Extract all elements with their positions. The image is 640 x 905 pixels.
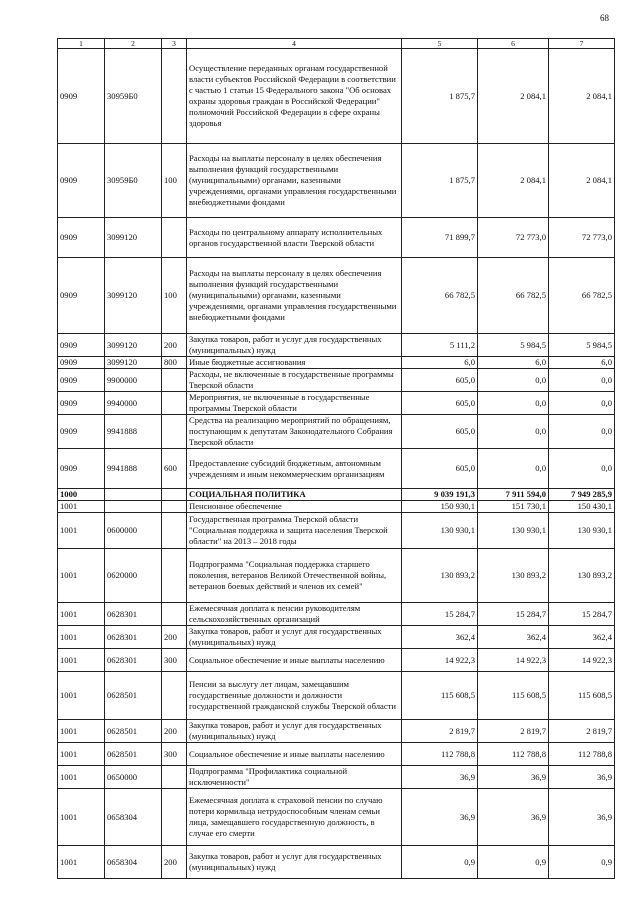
amount-year-3-cell: 0,0 xyxy=(549,415,615,449)
table-row xyxy=(58,334,615,357)
amount-year-1-cell: 1 875,7 xyxy=(402,49,478,144)
expense-type-cell xyxy=(162,369,187,392)
item-name-cell: Закупка товаров, работ и услуг для государственных (муниципальных) нужд xyxy=(187,720,402,743)
code-cell: 0600000 xyxy=(105,513,162,549)
amount-year-1-cell: 2 819,7 xyxy=(402,720,478,743)
item-name-cell: Подпрограмма "Профилактика социальной исключенности" xyxy=(187,766,402,789)
section-cell: 0909 xyxy=(58,415,105,449)
section-cell: 0909 xyxy=(58,258,105,334)
table-row xyxy=(58,369,615,392)
table-row xyxy=(58,357,615,369)
code-cell: 30959Б0 xyxy=(105,49,162,144)
amount-year-3-cell: 5 984,5 xyxy=(549,334,615,357)
amount-year-3-cell: 362,4 xyxy=(549,626,615,649)
item-name-cell: Закупка товаров, работ и услуг для государственных (муниципальных) нужд xyxy=(187,626,402,649)
amount-year-2-cell: 130 893,2 xyxy=(478,549,549,603)
section-cell: 1001 xyxy=(58,789,105,846)
amount-year-1-cell: 15 284,7 xyxy=(402,603,478,626)
table-row xyxy=(58,603,615,626)
amount-year-3-cell: 112 788,8 xyxy=(549,743,615,766)
code-cell: 0620000 xyxy=(105,549,162,603)
column-header: 3 xyxy=(162,39,187,49)
expense-type-cell xyxy=(162,49,187,144)
column-header: 1 xyxy=(58,39,105,49)
amount-year-2-cell: 362,4 xyxy=(478,626,549,649)
expense-type-cell xyxy=(162,603,187,626)
item-name-cell: Иные бюджетные ассигнования xyxy=(187,357,402,369)
code-cell: 0628301 xyxy=(105,649,162,672)
code-cell: 3099120 xyxy=(105,334,162,357)
section-cell: 1001 xyxy=(58,603,105,626)
amount-year-2-cell: 6,0 xyxy=(478,357,549,369)
code-cell: 0628301 xyxy=(105,626,162,649)
item-name-cell: Предоставление субсидий бюджетным, автономным учреждениям и иным некоммерческим организациям xyxy=(187,449,402,489)
code-cell xyxy=(105,501,162,513)
amount-year-1-cell: 6,0 xyxy=(402,357,478,369)
column-header: 7 xyxy=(549,39,615,49)
table-row xyxy=(58,392,615,415)
amount-year-3-cell: 2 084,1 xyxy=(549,144,615,218)
section-cell: 1001 xyxy=(58,513,105,549)
expense-type-cell xyxy=(162,415,187,449)
amount-year-1-cell: 130 930,1 xyxy=(402,513,478,549)
amount-year-2-cell: 112 788,8 xyxy=(478,743,549,766)
amount-year-2-cell: 72 773,0 xyxy=(478,218,549,258)
table-row xyxy=(58,258,615,334)
amount-year-1-cell: 605,0 xyxy=(402,449,478,489)
table-row xyxy=(58,720,615,743)
expense-type-cell: 300 xyxy=(162,743,187,766)
table-row xyxy=(58,743,615,766)
expense-type-cell xyxy=(162,501,187,513)
table-row xyxy=(58,549,615,603)
amount-year-3-cell: 0,0 xyxy=(549,392,615,415)
amount-year-2-cell: 0,0 xyxy=(478,392,549,415)
amount-year-1-cell: 605,0 xyxy=(402,392,478,415)
table-row xyxy=(58,449,615,489)
code-cell: 9940000 xyxy=(105,392,162,415)
amount-year-2-cell: 14 922,3 xyxy=(478,649,549,672)
code-cell: 0658304 xyxy=(105,789,162,846)
table-row xyxy=(58,846,615,879)
budget-table xyxy=(57,38,615,879)
code-cell: 0628501 xyxy=(105,672,162,720)
table-row xyxy=(58,415,615,449)
amount-year-1-cell: 0,9 xyxy=(402,846,478,879)
expense-type-cell xyxy=(162,672,187,720)
section-cell: 0909 xyxy=(58,144,105,218)
section-cell: 1001 xyxy=(58,672,105,720)
expense-type-cell xyxy=(162,789,187,846)
column-header: 5 xyxy=(402,39,478,49)
page-number: 68 xyxy=(600,13,609,23)
header-row xyxy=(58,39,615,49)
amount-year-3-cell: 0,0 xyxy=(549,449,615,489)
amount-year-3-cell: 0,0 xyxy=(549,369,615,392)
item-name-cell: Расходы по центральному аппарату исполнительных органов государственной власти Тверской области xyxy=(187,218,402,258)
item-name-cell: Ежемесячная доплата к пенсии руководителям сельскохозяйственных организаций xyxy=(187,603,402,626)
section-cell: 1001 xyxy=(58,501,105,513)
item-name-cell: Мероприятия, не включенные в государственные программы Тверской области xyxy=(187,392,402,415)
expense-type-cell: 300 xyxy=(162,649,187,672)
expense-type-cell xyxy=(162,549,187,603)
code-cell: 0628501 xyxy=(105,720,162,743)
expense-type-cell xyxy=(162,766,187,789)
expense-type-cell xyxy=(162,489,187,501)
item-name-cell: СОЦИАЛЬНАЯ ПОЛИТИКА xyxy=(187,489,402,501)
section-cell: 1001 xyxy=(58,649,105,672)
amount-year-2-cell: 151 730,1 xyxy=(478,501,549,513)
amount-year-3-cell: 2 819,7 xyxy=(549,720,615,743)
amount-year-3-cell: 14 922,3 xyxy=(549,649,615,672)
item-name-cell: Социальное обеспечение и иные выплаты населению xyxy=(187,743,402,766)
table-row xyxy=(58,489,615,501)
amount-year-3-cell: 72 773,0 xyxy=(549,218,615,258)
amount-year-2-cell: 15 284,7 xyxy=(478,603,549,626)
amount-year-1-cell: 66 782,5 xyxy=(402,258,478,334)
item-name-cell: Подпрограмма "Социальная поддержка старшего поколения, ветеранов Великой Отечественной войны, ветеранов боевых действий и членов их семей" xyxy=(187,549,402,603)
item-name-cell: Закупка товаров, работ и услуг для государственных (муниципальных) нужд xyxy=(187,846,402,879)
amount-year-2-cell: 115 608,5 xyxy=(478,672,549,720)
amount-year-1-cell: 115 608,5 xyxy=(402,672,478,720)
amount-year-1-cell: 14 922,3 xyxy=(402,649,478,672)
expense-type-cell xyxy=(162,218,187,258)
table-row xyxy=(58,49,615,144)
amount-year-1-cell: 5 111,2 xyxy=(402,334,478,357)
section-cell: 0909 xyxy=(58,392,105,415)
section-cell: 1001 xyxy=(58,626,105,649)
amount-year-2-cell: 0,9 xyxy=(478,846,549,879)
item-name-cell: Расходы, не включенные в государственные программы Тверской области xyxy=(187,369,402,392)
table-row xyxy=(58,501,615,513)
amount-year-2-cell: 2 084,1 xyxy=(478,144,549,218)
expense-type-cell: 200 xyxy=(162,720,187,743)
item-name-cell: Пенсионное обеспечение xyxy=(187,501,402,513)
table-row xyxy=(58,144,615,218)
section-cell: 1000 xyxy=(58,489,105,501)
expense-type-cell: 200 xyxy=(162,334,187,357)
item-name-cell: Средства на реализацию мероприятий по обращениям, поступающим к депутатам Законодательного Собрания Тверской области xyxy=(187,415,402,449)
item-name-cell: Социальное обеспечение и иные выплаты населению xyxy=(187,649,402,672)
expense-type-cell: 800 xyxy=(162,357,187,369)
table-row xyxy=(58,626,615,649)
code-cell: 9941888 xyxy=(105,449,162,489)
code-cell xyxy=(105,489,162,501)
amount-year-3-cell: 36,9 xyxy=(549,766,615,789)
table-row xyxy=(58,218,615,258)
item-name-cell: Ежемесячная доплата к страховой пенсии по случаю потери кормильца нетрудоспособным членам семьи лица, замещавшего государственную должность, в случае его смерти xyxy=(187,789,402,846)
amount-year-2-cell: 0,0 xyxy=(478,369,549,392)
amount-year-1-cell: 362,4 xyxy=(402,626,478,649)
amount-year-2-cell: 36,9 xyxy=(478,789,549,846)
amount-year-2-cell: 2 819,7 xyxy=(478,720,549,743)
expense-type-cell: 200 xyxy=(162,626,187,649)
item-name-cell: Расходы на выплаты персоналу в целях обеспечения выполнения функций государственными (муниципальными) органами, казенными учреждениями, органами управления государственными внебюджетными фондами xyxy=(187,144,402,218)
section-cell: 0909 xyxy=(58,334,105,357)
code-cell: 3099120 xyxy=(105,218,162,258)
code-cell: 9900000 xyxy=(105,369,162,392)
column-header: 2 xyxy=(105,39,162,49)
expense-type-cell: 600 xyxy=(162,449,187,489)
amount-year-1-cell: 71 899,7 xyxy=(402,218,478,258)
amount-year-1-cell: 9 039 191,3 xyxy=(402,489,478,501)
table-row xyxy=(58,766,615,789)
expense-type-cell: 200 xyxy=(162,846,187,879)
amount-year-2-cell: 0,0 xyxy=(478,449,549,489)
code-cell: 3099120 xyxy=(105,357,162,369)
item-name-cell: Пенсии за выслугу лет лицам, замещавшим государственные должности и должности государственной гражданской службы Тверской области xyxy=(187,672,402,720)
section-cell: 0909 xyxy=(58,218,105,258)
code-cell: 0650000 xyxy=(105,766,162,789)
amount-year-3-cell: 7 949 285,9 xyxy=(549,489,615,501)
expense-type-cell: 100 xyxy=(162,258,187,334)
section-cell: 0909 xyxy=(58,369,105,392)
amount-year-3-cell: 15 284,7 xyxy=(549,603,615,626)
amount-year-1-cell: 36,9 xyxy=(402,789,478,846)
table-row xyxy=(58,513,615,549)
table-row xyxy=(58,789,615,846)
amount-year-2-cell: 7 911 594,0 xyxy=(478,489,549,501)
amount-year-2-cell: 0,0 xyxy=(478,415,549,449)
expense-type-cell: 100 xyxy=(162,144,187,218)
amount-year-3-cell: 115 608,5 xyxy=(549,672,615,720)
section-cell: 1001 xyxy=(58,846,105,879)
section-cell: 1001 xyxy=(58,720,105,743)
amount-year-3-cell: 150 430,1 xyxy=(549,501,615,513)
item-name-cell: Расходы на выплаты персоналу в целях обеспечения выполнения функций государственными (муниципальными) органами, казенными учреждениями, органами управления государственными внебюджетными фондами xyxy=(187,258,402,334)
table-row xyxy=(58,649,615,672)
expense-type-cell xyxy=(162,513,187,549)
item-name-cell: Государственная программа Тверской области "Социальная поддержка и защита населения Тверской области" на 2013 – 2018 годы xyxy=(187,513,402,549)
section-cell: 1001 xyxy=(58,766,105,789)
amount-year-3-cell: 130 893,2 xyxy=(549,549,615,603)
amount-year-1-cell: 130 893,2 xyxy=(402,549,478,603)
code-cell: 3099120 xyxy=(105,258,162,334)
amount-year-1-cell: 36,9 xyxy=(402,766,478,789)
section-cell: 0909 xyxy=(58,357,105,369)
code-cell: 9941888 xyxy=(105,415,162,449)
amount-year-3-cell: 6,0 xyxy=(549,357,615,369)
amount-year-1-cell: 150 930,1 xyxy=(402,501,478,513)
section-cell: 1001 xyxy=(58,549,105,603)
column-header: 4 xyxy=(187,39,402,49)
expense-type-cell xyxy=(162,392,187,415)
amount-year-2-cell: 2 084,1 xyxy=(478,49,549,144)
amount-year-3-cell: 36,9 xyxy=(549,789,615,846)
column-header: 6 xyxy=(478,39,549,49)
amount-year-1-cell: 605,0 xyxy=(402,415,478,449)
amount-year-3-cell: 2 084,1 xyxy=(549,49,615,144)
code-cell: 30959Б0 xyxy=(105,144,162,218)
amount-year-2-cell: 5 984,5 xyxy=(478,334,549,357)
amount-year-2-cell: 66 782,5 xyxy=(478,258,549,334)
section-cell: 0909 xyxy=(58,449,105,489)
item-name-cell: Осуществление переданных органам государственной власти субъектов Российской Федерации в соответствии с частью 1 статьи 15 Федерального закона "Об основах охраны здоровья граждан в Российской Федерации" полномочий Российской Федерации в сфере охраны здоровья xyxy=(187,49,402,144)
code-cell: 0628501 xyxy=(105,743,162,766)
section-cell: 1001 xyxy=(58,743,105,766)
amount-year-3-cell: 130 930,1 xyxy=(549,513,615,549)
amount-year-1-cell: 112 788,8 xyxy=(402,743,478,766)
section-cell: 0909 xyxy=(58,49,105,144)
amount-year-1-cell: 1 875,7 xyxy=(402,144,478,218)
amount-year-2-cell: 130 930,1 xyxy=(478,513,549,549)
code-cell: 0658304 xyxy=(105,846,162,879)
code-cell: 0628301 xyxy=(105,603,162,626)
item-name-cell: Закупка товаров, работ и услуг для государственных (муниципальных) нужд xyxy=(187,334,402,357)
amount-year-2-cell: 36,9 xyxy=(478,766,549,789)
amount-year-3-cell: 0,9 xyxy=(549,846,615,879)
table-row xyxy=(58,672,615,720)
amount-year-3-cell: 66 782,5 xyxy=(549,258,615,334)
amount-year-1-cell: 605,0 xyxy=(402,369,478,392)
